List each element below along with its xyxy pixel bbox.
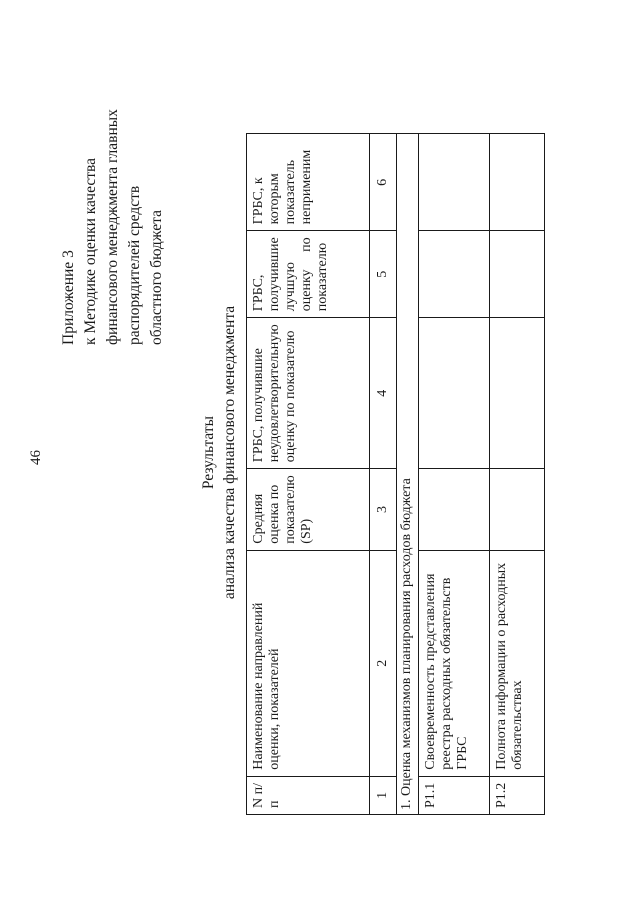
results-table <box>246 133 545 815</box>
column-number-cell: 5 <box>370 231 397 318</box>
header-cell-not-applicable: ГРБС, к которым показатель неприменим <box>247 134 370 231</box>
row-average-cell <box>419 469 490 550</box>
column-number-cell: 6 <box>370 134 397 231</box>
row-name-cell: Своевременность представления реестра расходных обязательств ГРБС <box>419 550 490 776</box>
column-number-cell: 3 <box>370 469 397 550</box>
header-cell-number: N п/п <box>247 776 370 814</box>
header-cell-average: Средняя оценка по показателю (SP) <box>247 469 370 550</box>
column-number-cell: 1 <box>370 776 397 814</box>
appendix-line: Приложение 3 <box>60 250 77 345</box>
row-name-cell: Полнота информации о расходных обязательствах <box>490 550 545 776</box>
column-number-row <box>370 134 397 815</box>
page-number: 46 <box>28 450 44 465</box>
section-title: 1. Оценка механизмов планирования расходов бюджета <box>397 134 419 815</box>
table-row <box>490 134 545 815</box>
results-title-line2: анализа качества финансового менеджмента <box>221 305 238 600</box>
row-not-applicable-cell <box>419 134 490 231</box>
appendix-line: областного бюджета <box>148 210 165 345</box>
header-cell-best: ГРБС, получившие лучшую оценку по показателю <box>247 231 370 318</box>
results-title <box>198 0 240 905</box>
header-cell-name: Наименование направлений оценки, показателей <box>247 550 370 776</box>
table-header-row <box>247 134 370 815</box>
row-id-cell: P1.1 <box>419 776 490 814</box>
row-id-cell: P1.2 <box>490 776 545 814</box>
row-unsatisfactory-cell <box>419 318 490 469</box>
appendix-caption <box>58 109 168 345</box>
header-cell-unsatisfactory: ГРБС, получившие неудовлетворительную оценку по показателю <box>247 318 370 469</box>
appendix-line: распорядителей средств <box>126 185 143 345</box>
column-number-cell: 2 <box>370 550 397 776</box>
section-row <box>397 134 419 815</box>
appendix-line: финансового менеджмента главных <box>104 109 121 345</box>
row-best-cell <box>490 231 545 318</box>
column-number-cell: 4 <box>370 318 397 469</box>
row-average-cell <box>490 469 545 550</box>
appendix-line: к Методике оценки качества <box>82 158 99 345</box>
row-not-applicable-cell <box>490 134 545 231</box>
row-unsatisfactory-cell <box>490 318 545 469</box>
table-row <box>419 134 490 815</box>
results-title-line1: Результаты <box>200 415 217 490</box>
row-best-cell <box>419 231 490 318</box>
